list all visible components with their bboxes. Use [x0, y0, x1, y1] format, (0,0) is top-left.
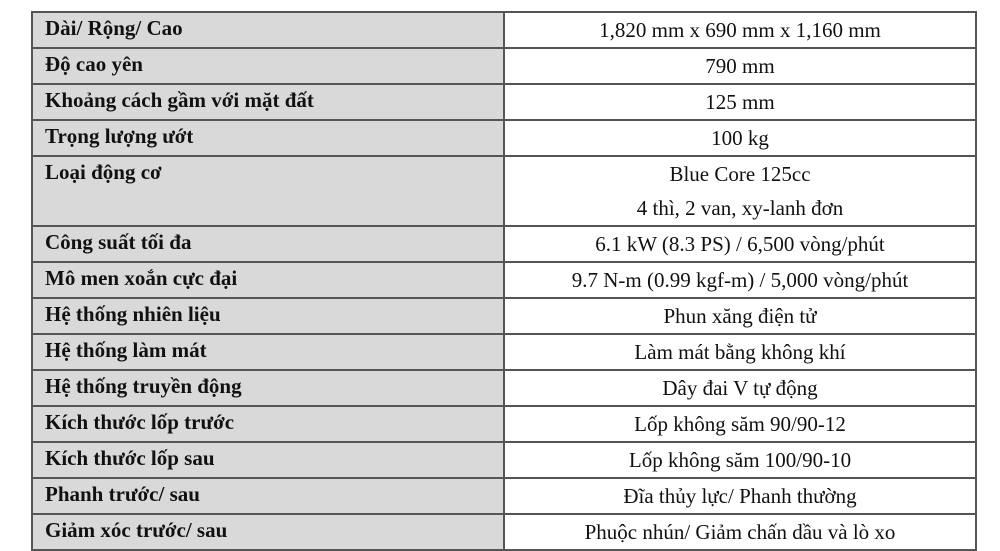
spec-value-line: Làm mát bằng không khí [634, 340, 846, 364]
spec-value-line: 125 mm [705, 90, 775, 114]
spec-value [504, 226, 976, 262]
spec-label: Hệ thống truyền động [32, 370, 504, 406]
spec-value [504, 84, 976, 120]
spec-row [32, 48, 976, 84]
spec-label: Hệ thống nhiên liệu [32, 298, 504, 334]
spec-row [32, 120, 976, 156]
spec-label: Kích thước lốp trước [32, 406, 504, 442]
spec-value-line: 6.1 kW (8.3 PS) / 6,500 vòng/phút [595, 232, 885, 256]
spec-value-line: Blue Core 125cc [669, 162, 811, 186]
spec-row [32, 298, 976, 334]
spec-label: Độ cao yên [32, 48, 504, 84]
spec-value-line: Lốp không săm 90/90-12 [634, 412, 846, 436]
spec-label: Công suất tối đa [32, 226, 504, 262]
spec-row [32, 514, 976, 550]
spec-value-line: Phun xăng điện tử [663, 304, 817, 328]
spec-label: Giảm xóc trước/ sau [32, 514, 504, 550]
spec-row [32, 370, 976, 406]
spec-value [504, 514, 976, 550]
spec-label: Loại động cơ [32, 156, 504, 226]
spec-label: Dài/ Rộng/ Cao [32, 12, 504, 48]
spec-value [504, 12, 976, 48]
spec-row [32, 226, 976, 262]
spec-label: Kích thước lốp sau [32, 442, 504, 478]
spec-value [504, 262, 976, 298]
spec-row [32, 478, 976, 514]
spec-row [32, 334, 976, 370]
spec-label: Mô men xoắn cực đại [32, 262, 504, 298]
spec-value-line: 100 kg [711, 126, 769, 150]
spec-row [32, 442, 976, 478]
spec-value [504, 120, 976, 156]
spec-value [504, 478, 976, 514]
spec-value [504, 334, 976, 370]
spec-value [504, 442, 976, 478]
spec-row [32, 406, 976, 442]
spec-row [32, 156, 976, 226]
spec-row [32, 262, 976, 298]
spec-value-line: 790 mm [705, 54, 775, 78]
spec-value [504, 48, 976, 84]
spec-row [32, 12, 976, 48]
spec-value [504, 370, 976, 406]
spec-value-line: Dây đai V tự động [662, 376, 818, 400]
spec-value-line: Đĩa thủy lực/ Phanh thường [623, 484, 857, 508]
spec-table [31, 11, 977, 551]
spec-value [504, 406, 976, 442]
spec-value-line: 4 thì, 2 van, xy-lanh đơn [636, 196, 844, 220]
spec-value-line: 9.7 N-m (0.99 kgf-m) / 5,000 vòng/phút [571, 268, 909, 292]
spec-label: Phanh trước/ sau [32, 478, 504, 514]
spec-value-line: 1,820 mm x 690 mm x 1,160 mm [599, 18, 881, 42]
spec-value-line: Phuộc nhún/ Giảm chấn dầu và lò xo [584, 520, 896, 544]
spec-label: Hệ thống làm mát [32, 334, 504, 370]
spec-label: Trọng lượng ướt [32, 120, 504, 156]
spec-value [504, 156, 976, 226]
spec-value [504, 298, 976, 334]
spec-label: Khoảng cách gầm với mặt đất [32, 84, 504, 120]
spec-value-line: Lốp không săm 100/90-10 [628, 448, 852, 472]
spec-row [32, 84, 976, 120]
